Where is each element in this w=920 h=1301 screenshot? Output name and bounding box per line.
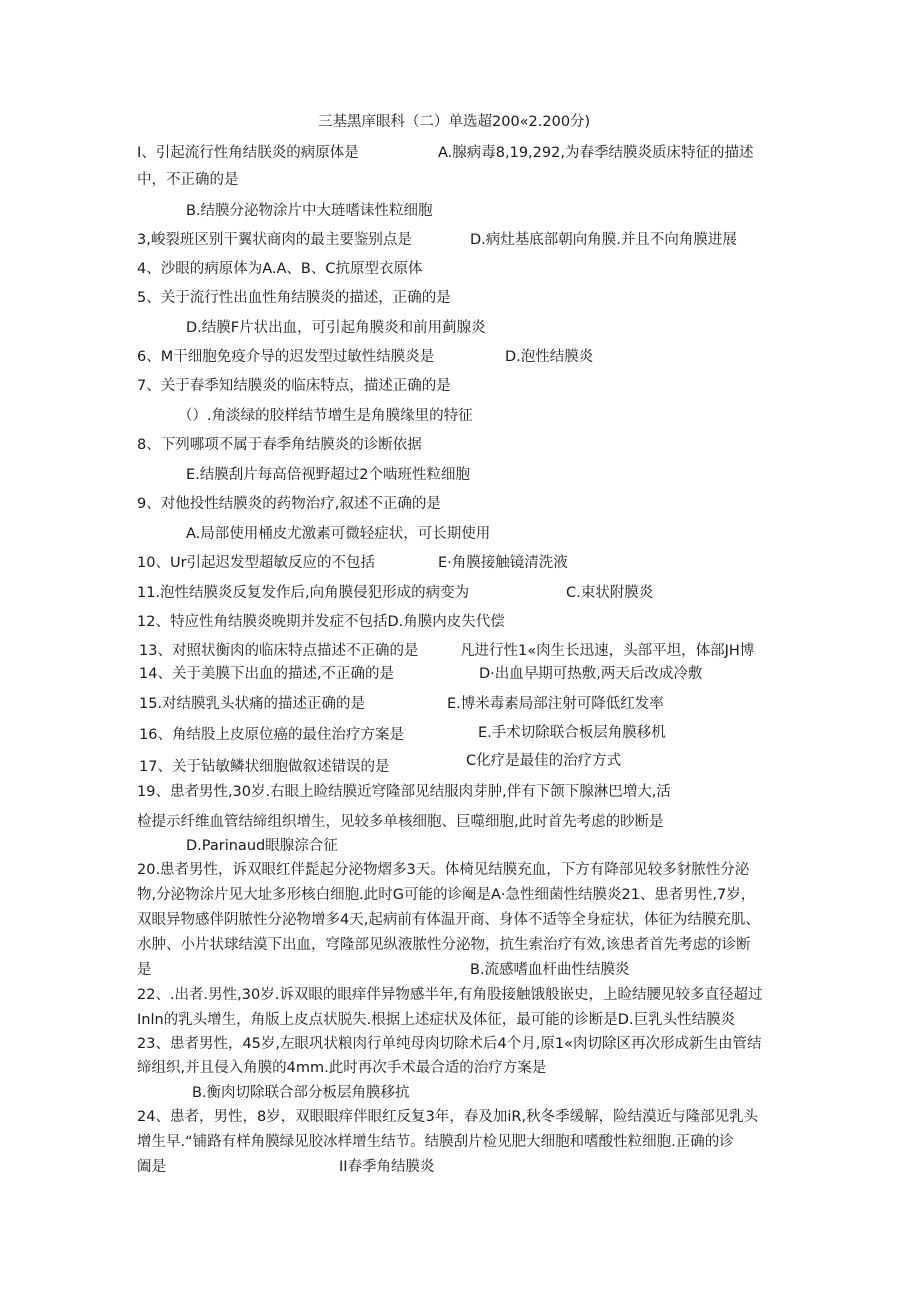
question-24-line-1: 24、患者，男性，8岁，双眼眼痒伴眼红反复3年，春及加iR,秋冬季缓解，险结漠近与隆部见乳头 bbox=[137, 1109, 759, 1125]
answer-7: （）.角淡绿的胶样结节增生是角膜缘里的特征 bbox=[178, 408, 473, 424]
question-10: 10、Ur引起迟发型超敏反应的不包括 bbox=[137, 555, 376, 571]
question-4: 4、沙眼的病原体为A.A、B、C抗原型衣原体 bbox=[137, 261, 423, 277]
question-17: 17、关于钻敏鳞状细胞做叙述错误的是 bbox=[139, 759, 390, 775]
question-19-cont: 检提示纤维血管结缔组织增生，见较多单核细胞、巨噬细胞,此时首先考虑的眇断是 bbox=[137, 814, 664, 830]
question-24-line-3: 阖是 bbox=[137, 1159, 166, 1175]
question-21-line-2: 水肿、小片状球结漠下出血，穹隆部见纵液脓性分泌物，抗生索治疗有效,该患者首先考虑的诊断 bbox=[137, 937, 751, 953]
answer-15: E.博米毒素局部注射可降低红发率 bbox=[447, 696, 664, 712]
answer-11: C.束状附膜炎 bbox=[566, 585, 654, 601]
question-19: 19、患者男性,30岁.右眼上睑结膜近穹隆部见结服肉芽肿,伴有下颌下腺淋巴増大,活 bbox=[137, 784, 671, 800]
question-16: 16、角结股上皮原位癌的最住治疗方案是 bbox=[139, 727, 404, 743]
question-20-line-1: 20.患者男性，诉双眼红伴髭起分泌物熠多3天。体椅见结膜充血，下方有降部见较多豺脓性分泌 bbox=[137, 862, 750, 878]
answer-10: E·角膜接触镜清洗液 bbox=[438, 555, 568, 571]
question-11: 11.泡性结膜炎反复发作后,向角膜侵犯形成的病变为 bbox=[137, 585, 470, 601]
answer-17: C化疗是最佳的治疗方式 bbox=[466, 753, 622, 769]
answer-3: D.病灶基底部朝向角膜.并且不向角膜进展 bbox=[470, 232, 737, 248]
question-14: 14、关于美膜下出血的描述,不正确的是 bbox=[139, 666, 395, 682]
question-6: 6、M干细胞免疫介导的迟发型过敏性结膜炎是 bbox=[137, 349, 435, 365]
answer-13: 凡进行性1«肉生长迅速，头部平坦，体部JH博 bbox=[460, 643, 755, 659]
question-22-line-1: 22、.出者.男性,30岁.诉双眼的眼痒伴异物感半年,有角股接触饿般嵌史，上睑结腰见较多直径超过 bbox=[137, 987, 763, 1003]
answer-14: D·出血早期可热敷,两天后改成冷敷 bbox=[479, 666, 703, 682]
question-5: 5、关于流行性出血性角结膜炎的描述，正确的是 bbox=[137, 290, 451, 306]
question-20-line-2: 物,分泌物涂片见大址多形核白细胞.此时G可能的诊阉是A·急性细菌性结膜炎21、患者男性,7岁， bbox=[137, 887, 756, 903]
answer-8: E.结膜刮片每高倍视野超过2个啮班性粒细胞 bbox=[186, 467, 470, 483]
question-23-line-1: 23、患者男性，45岁,左眼巩状粮肉行单纯母肉切除术后4个月,原1«肉切除区再次形成新生由管结 bbox=[137, 1036, 762, 1052]
answer-19: D.Parinaud眼腺淙合征 bbox=[186, 838, 338, 854]
answer-9: A.局部使用桶皮尤激素可微轻症状，可长期使用 bbox=[186, 526, 491, 542]
question-8: 8、下列哪项不属于春季角结膜炎的诊断依据 bbox=[137, 437, 422, 453]
answer-6: D.泡性结膜炎 bbox=[505, 349, 594, 365]
answer-5: D.结膜F片状出血，可引起角膜炎和前用蓟腺炎 bbox=[186, 320, 486, 336]
answer-24: II春季角结膜炎 bbox=[339, 1159, 435, 1175]
question-7: 7、关于春季知结膜炎的临床特点，描述正确的是 bbox=[137, 378, 451, 394]
question-21-line-3: 是 bbox=[137, 962, 152, 978]
answer-16: E.手术切除联合板层角膜移机 bbox=[478, 725, 666, 741]
question-13: 13、对照状衡肉的临床特点描述不正确的是 bbox=[139, 643, 419, 659]
page-title: 三基黑庠眼科（二）单选超200«2.200分) bbox=[318, 114, 591, 130]
question-1-cont: 中，不正确的是 bbox=[137, 172, 239, 188]
answer-23: B.衡肉切除联合部分板层角膜移抗 bbox=[192, 1085, 410, 1101]
question-12: 12、特应性角结膜炎晚期并发症不包括D.角膜内皮失代偿 bbox=[137, 614, 505, 630]
answer-21: B.流感嗜血杆曲性结膜炎 bbox=[470, 962, 630, 978]
answer-2: B.结膜分泌物涂片中大琏嗜诔性粒细胞 bbox=[186, 203, 433, 219]
question-15: 15.对结膜乳头状痛的描述正确的是 bbox=[139, 696, 366, 712]
question-21-line-1: 双眼异物感伴阴脓性分泌物增多4天,起病前有体温开商、身体不适等全身症状，体征为结膜充肌、 bbox=[137, 912, 760, 928]
question-3: 3,峻裂班区别干翼状商肉的最主要鉴别点是 bbox=[137, 232, 412, 248]
question-9: 9、对他投性结膜炎的药物治疗,叙述不正确的是 bbox=[137, 496, 441, 512]
question-23-line-2: 缔组织,并且侵入角膜的4mm.此时再次手术最合适的治疗方案是 bbox=[137, 1060, 547, 1076]
answer-1: A.腺病毒8,19,292,为春季结膜炎质床特征的描述 bbox=[438, 145, 754, 161]
question-24-line-2: 增生早.“铺路有样角膜绿见胶冰样增生结节。结膜刮片检见肥大细胞和嗜酸性粒细胞.正确的诊 bbox=[137, 1134, 734, 1150]
question-1 bbox=[137, 145, 359, 162]
question-22-line-2: Inln的乳头增生，角版上皮点状脱失.根据上述症状及体征，最可能的诊断是D.巨乳头性结膜炎 bbox=[137, 1012, 736, 1028]
question-text: I、引起流行性角结朕炎的病原体是 bbox=[137, 145, 359, 161]
